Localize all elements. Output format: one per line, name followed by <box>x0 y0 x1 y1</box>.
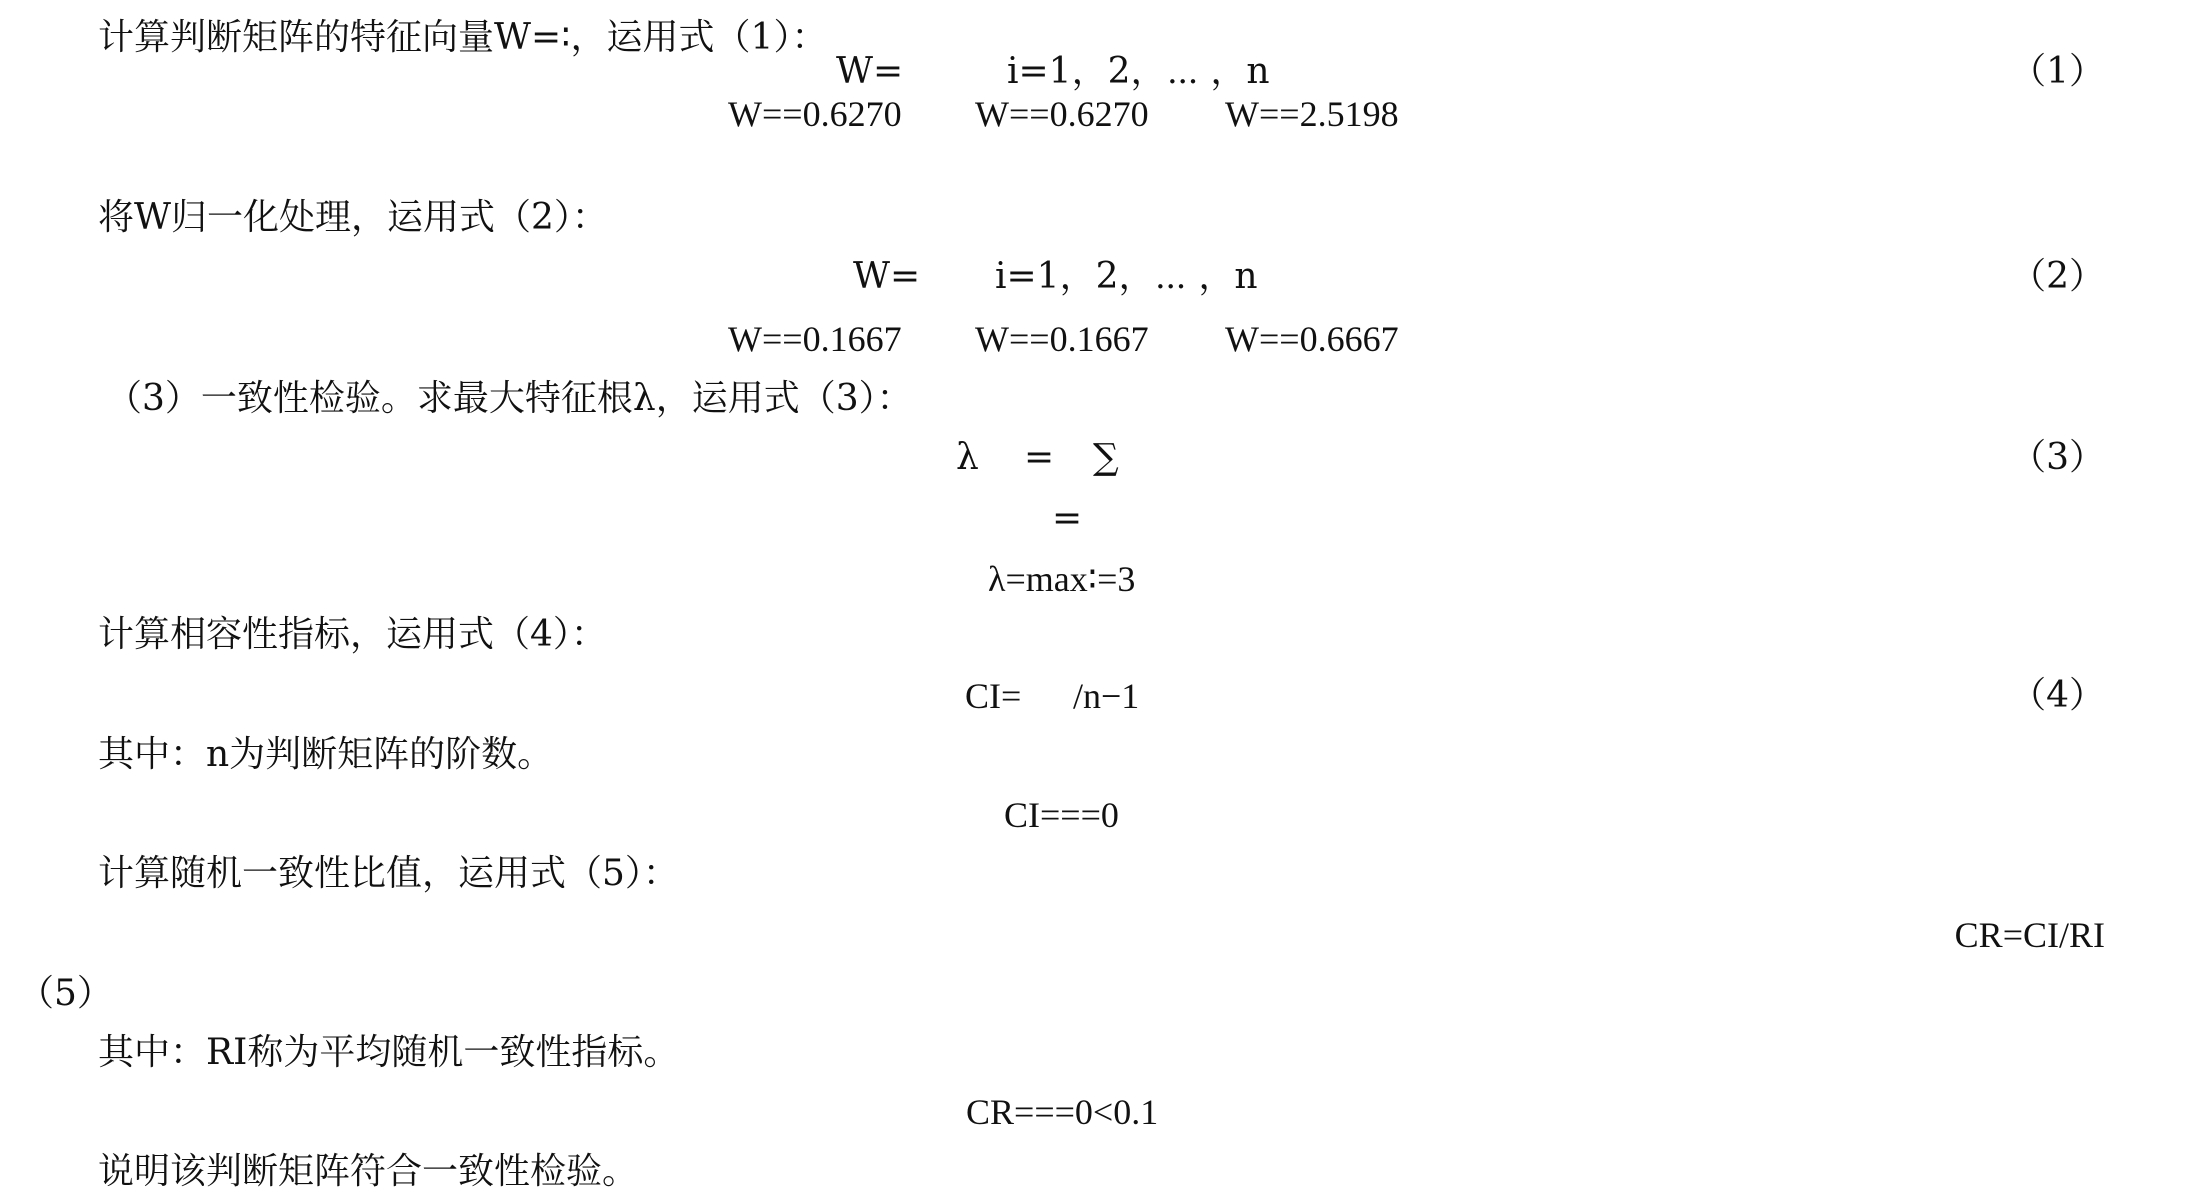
paragraph-matrix-order: 其中：n为判断矩阵的阶数。 <box>98 734 554 775</box>
equation-3-line-2: = <box>1052 498 1083 539</box>
w-value-2: W==0.6270 <box>975 94 1149 134</box>
equation-4-number: （4） <box>2010 675 2105 716</box>
equation-2-right: i=1，2，⋯ ，n <box>995 256 1258 297</box>
max-eigenvalue: λ=max∶=3 <box>988 559 1136 599</box>
normalized-w-value-1: W==0.1667 <box>728 319 902 359</box>
cr-value: CR===0<0.1 <box>966 1092 1159 1132</box>
normalized-w-value-2: W==0.1667 <box>975 319 1149 359</box>
equation-4-left: CI= <box>965 676 1022 716</box>
equation-1-right: i=1，2，⋯ ，n <box>1007 51 1270 92</box>
equation-1-left: W= <box>836 51 904 92</box>
equation-1-number: （1） <box>2010 51 2105 92</box>
equation-2-left: W= <box>853 256 921 297</box>
w-value-3: W==2.5198 <box>1225 94 1399 134</box>
paragraph-random-consistency: 计算随机一致性比值，运用式（5）： <box>98 853 679 894</box>
equation-3-number: （3） <box>2010 437 2105 478</box>
equation-3-lambda: λ <box>956 437 979 478</box>
equation-5-number: （5） <box>18 973 113 1014</box>
equation-2-number: （2） <box>2010 256 2105 297</box>
normalized-w-value-3: W==0.6667 <box>1225 319 1399 359</box>
paragraph-compatibility-index: 计算相容性指标，运用式（4）： <box>98 614 607 655</box>
paragraph-consistency-check: （3）一致性检验。求最大特征根λ，运用式（3）： <box>106 378 913 419</box>
ci-value: CI===0 <box>1004 795 1119 835</box>
equation-4-right: /n−1 <box>1073 676 1140 716</box>
summation-symbol: ∑ <box>1093 437 1119 478</box>
paragraph-eigenvector: 计算判断矩阵的特征向量W=∶，运用式（1）： <box>98 17 828 58</box>
paragraph-ri-definition: 其中：RI称为平均随机一致性指标。 <box>98 1032 680 1073</box>
equation-5: CR=CI/RI <box>1954 915 2105 955</box>
w-value-1: W==0.6270 <box>728 94 902 134</box>
paragraph-normalize: 将W归一化处理，运用式（2）： <box>98 197 608 238</box>
paragraph-conclusion: 说明该判断矩阵符合一致性检验。 <box>98 1151 639 1192</box>
equation-3-equals: = <box>1024 437 1055 478</box>
